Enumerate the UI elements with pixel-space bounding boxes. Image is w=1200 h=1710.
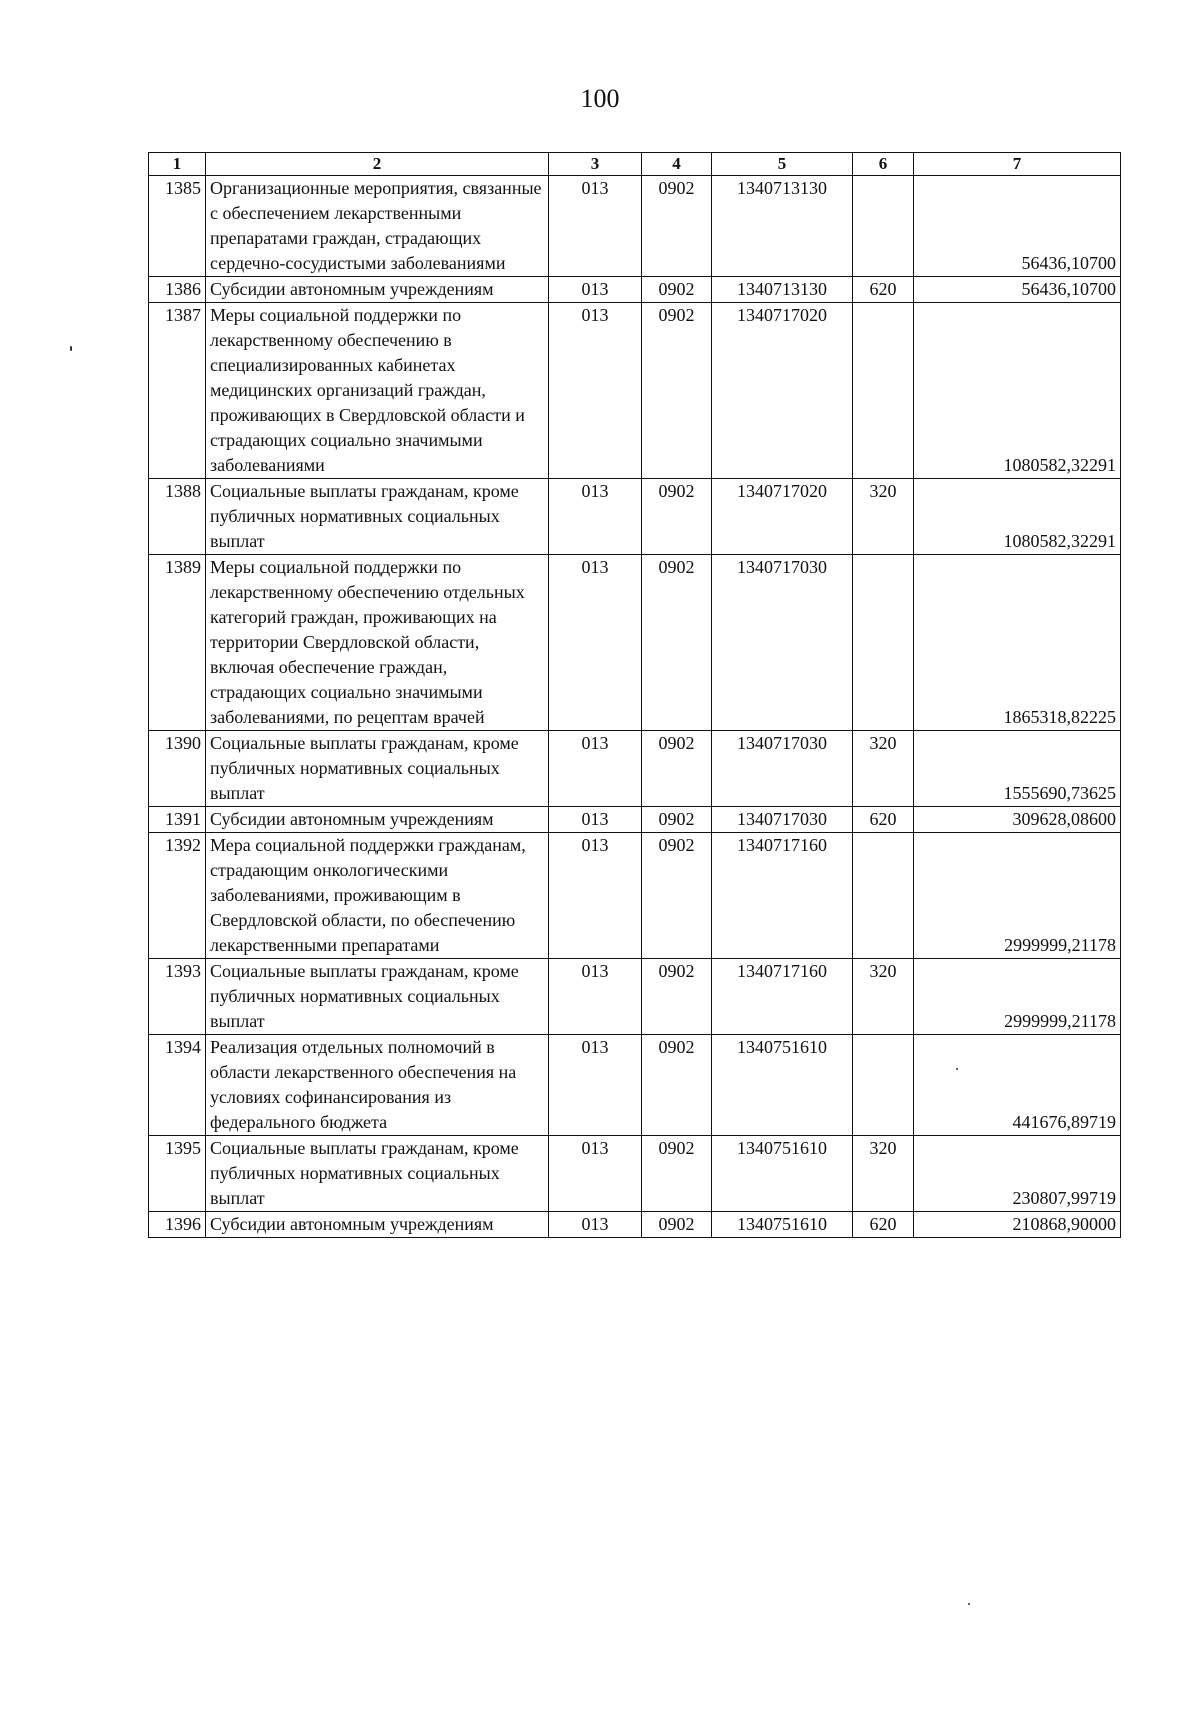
table-row bbox=[149, 479, 1121, 555]
row-col-6: 620 bbox=[853, 1212, 914, 1238]
scan-mark bbox=[70, 346, 72, 351]
row-name: Меры социальной поддержки по лекарственному обеспечению в специализированных кабинетах медицинских организаций граждан, проживающих в Свердловской области и страдающих социально значимыми заболеваниями bbox=[206, 303, 549, 479]
table-row bbox=[149, 1035, 1121, 1136]
row-col-6 bbox=[853, 303, 914, 479]
row-number: 1389 bbox=[149, 555, 206, 731]
row-number: 1385 bbox=[149, 176, 206, 277]
row-amount: 230807,99719 bbox=[914, 1136, 1121, 1212]
row-amount: 2999999,21178 bbox=[914, 959, 1121, 1035]
row-col-3: 013 bbox=[549, 479, 642, 555]
row-col-3: 013 bbox=[549, 833, 642, 959]
column-header-1: 1 bbox=[149, 153, 206, 176]
row-number: 1394 bbox=[149, 1035, 206, 1136]
row-col-5: 1340717030 bbox=[712, 555, 853, 731]
row-col-5: 1340717030 bbox=[712, 731, 853, 807]
table-body bbox=[149, 176, 1121, 1238]
table-row bbox=[149, 959, 1121, 1035]
row-number: 1396 bbox=[149, 1212, 206, 1238]
row-amount: 441676,89719 bbox=[914, 1035, 1121, 1136]
row-col-5: 1340717160 bbox=[712, 833, 853, 959]
row-name: Социальные выплаты гражданам, кроме публичных нормативных социальных выплат bbox=[206, 959, 549, 1035]
row-name: Субсидии автономным учреждениям bbox=[206, 277, 549, 303]
row-name: Мера социальной поддержки гражданам, страдающим онкологическими заболеваниями, проживающим в Свердловской области, по обеспечению лекарственными препаратами bbox=[206, 833, 549, 959]
row-name: Субсидии автономным учреждениям bbox=[206, 807, 549, 833]
row-number: 1386 bbox=[149, 277, 206, 303]
row-col-3: 013 bbox=[549, 807, 642, 833]
row-col-5: 1340751610 bbox=[712, 1212, 853, 1238]
row-number: 1393 bbox=[149, 959, 206, 1035]
row-col-4: 0902 bbox=[642, 959, 712, 1035]
scan-mark bbox=[956, 1068, 958, 1070]
row-number: 1387 bbox=[149, 303, 206, 479]
table-row bbox=[149, 833, 1121, 959]
column-header-5: 5 bbox=[712, 153, 853, 176]
row-amount: 1080582,32291 bbox=[914, 303, 1121, 479]
page-number: 100 bbox=[580, 84, 620, 113]
row-name: Субсидии автономным учреждениям bbox=[206, 1212, 549, 1238]
row-number: 1391 bbox=[149, 807, 206, 833]
row-col-4: 0902 bbox=[642, 303, 712, 479]
row-col-3: 013 bbox=[549, 959, 642, 1035]
row-col-3: 013 bbox=[549, 1212, 642, 1238]
row-col-4: 0902 bbox=[642, 731, 712, 807]
table-row bbox=[149, 807, 1121, 833]
row-amount: 2999999,21178 bbox=[914, 833, 1121, 959]
table-row bbox=[149, 1212, 1121, 1238]
row-col-5: 1340713130 bbox=[712, 176, 853, 277]
row-amount: 1555690,73625 bbox=[914, 731, 1121, 807]
row-col-4: 0902 bbox=[642, 176, 712, 277]
table-row bbox=[149, 277, 1121, 303]
row-amount: 309628,08600 bbox=[914, 807, 1121, 833]
row-name: Организационные мероприятия, связанные с обеспечением лекарственными препаратами граждан, страдающих сердечно-сосудистыми заболеваниями bbox=[206, 176, 549, 277]
row-name: Социальные выплаты гражданам, кроме публичных нормативных социальных выплат bbox=[206, 731, 549, 807]
row-col-4: 0902 bbox=[642, 479, 712, 555]
row-col-6 bbox=[853, 555, 914, 731]
header-row bbox=[149, 153, 1121, 176]
row-col-4: 0902 bbox=[642, 807, 712, 833]
row-col-5: 1340717160 bbox=[712, 959, 853, 1035]
row-col-6: 320 bbox=[853, 479, 914, 555]
row-col-6: 320 bbox=[853, 731, 914, 807]
table-row bbox=[149, 303, 1121, 479]
row-col-6 bbox=[853, 1035, 914, 1136]
table-row bbox=[149, 555, 1121, 731]
scan-mark bbox=[968, 1603, 970, 1605]
row-col-6: 620 bbox=[853, 807, 914, 833]
row-col-5: 1340717030 bbox=[712, 807, 853, 833]
column-header-3: 3 bbox=[549, 153, 642, 176]
row-col-5: 1340751610 bbox=[712, 1035, 853, 1136]
row-amount: 1080582,32291 bbox=[914, 479, 1121, 555]
row-col-6: 620 bbox=[853, 277, 914, 303]
row-number: 1392 bbox=[149, 833, 206, 959]
row-col-3: 013 bbox=[549, 303, 642, 479]
row-col-6: 320 bbox=[853, 959, 914, 1035]
row-col-4: 0902 bbox=[642, 833, 712, 959]
row-col-5: 1340751610 bbox=[712, 1136, 853, 1212]
row-amount: 210868,90000 bbox=[914, 1212, 1121, 1238]
row-col-3: 013 bbox=[549, 731, 642, 807]
table-header bbox=[149, 153, 1121, 176]
row-col-3: 013 bbox=[549, 176, 642, 277]
row-col-4: 0902 bbox=[642, 555, 712, 731]
row-col-6: 320 bbox=[853, 1136, 914, 1212]
row-col-3: 013 bbox=[549, 1136, 642, 1212]
row-number: 1395 bbox=[149, 1136, 206, 1212]
row-col-5: 1340717020 bbox=[712, 303, 853, 479]
table-row bbox=[149, 176, 1121, 277]
row-col-4: 0902 bbox=[642, 1035, 712, 1136]
row-col-6 bbox=[853, 176, 914, 277]
row-col-5: 1340717020 bbox=[712, 479, 853, 555]
row-name: Социальные выплаты гражданам, кроме публичных нормативных социальных выплат bbox=[206, 1136, 549, 1212]
budget-table bbox=[148, 152, 1121, 1238]
table-row bbox=[149, 1136, 1121, 1212]
column-header-2: 2 bbox=[206, 153, 549, 176]
row-amount: 56436,10700 bbox=[914, 176, 1121, 277]
row-col-4: 0902 bbox=[642, 1136, 712, 1212]
column-header-7: 7 bbox=[914, 153, 1121, 176]
table-row bbox=[149, 731, 1121, 807]
row-number: 1390 bbox=[149, 731, 206, 807]
row-name: Социальные выплаты гражданам, кроме публичных нормативных социальных выплат bbox=[206, 479, 549, 555]
row-name: Меры социальной поддержки по лекарственному обеспечению отдельных категорий граждан, проживающих на территории Свердловской области, включая обеспечение граждан, страдающих социально значимыми заболеваниями, по рецептам врачей bbox=[206, 555, 549, 731]
row-col-3: 013 bbox=[549, 555, 642, 731]
row-col-3: 013 bbox=[549, 1035, 642, 1136]
row-amount: 56436,10700 bbox=[914, 277, 1121, 303]
row-col-5: 1340713130 bbox=[712, 277, 853, 303]
row-number: 1388 bbox=[149, 479, 206, 555]
row-col-4: 0902 bbox=[642, 1212, 712, 1238]
column-header-4: 4 bbox=[642, 153, 712, 176]
row-name: Реализация отдельных полномочий в области лекарственного обеспечения на условиях софинансирования из федерального бюджета bbox=[206, 1035, 549, 1136]
row-col-4: 0902 bbox=[642, 277, 712, 303]
row-col-6 bbox=[853, 833, 914, 959]
row-col-3: 013 bbox=[549, 277, 642, 303]
row-amount: 1865318,82225 bbox=[914, 555, 1121, 731]
column-header-6: 6 bbox=[853, 153, 914, 176]
